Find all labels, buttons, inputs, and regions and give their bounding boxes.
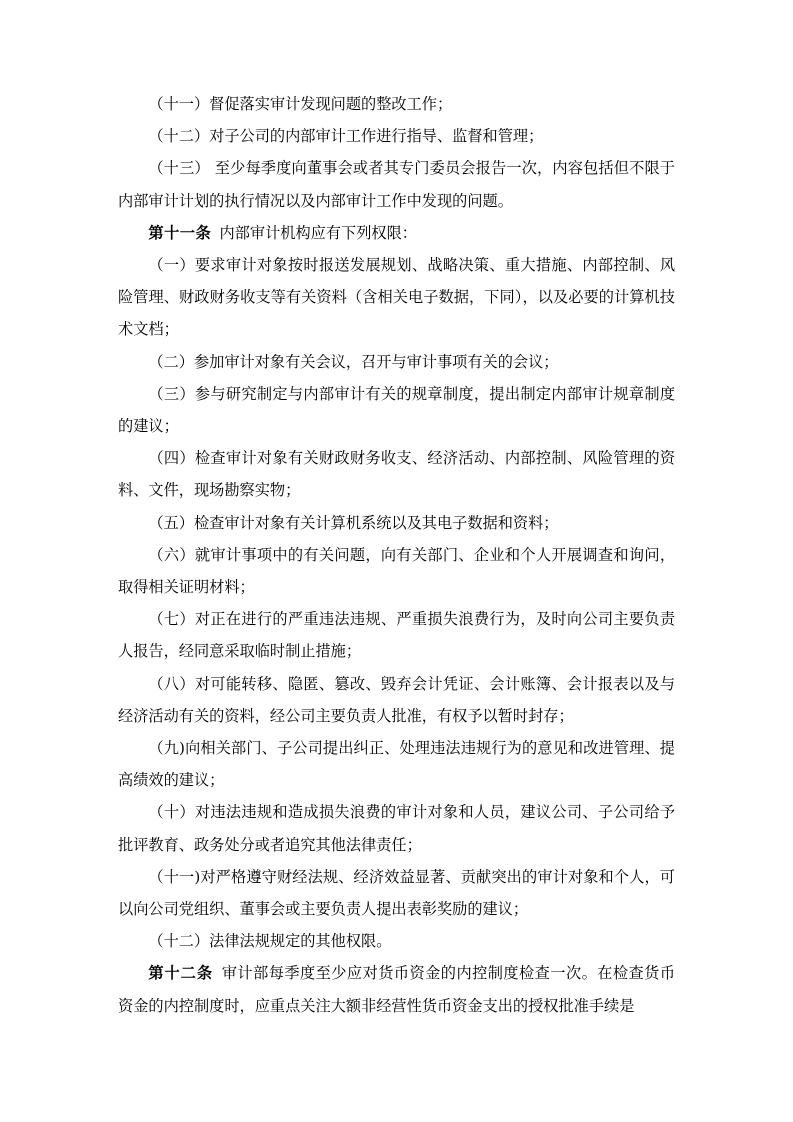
paragraph-item-12: （十二）对子公司的内部审计工作进行指导、监督和管理； [148, 127, 544, 146]
paragraph-11-3: （三）参与研究制定与内部审计有关的规章制度，提出制定内部审计规章制度的建议； [118, 384, 675, 436]
paragraph-11-1: （一）要求审计对象按时报送发展规划、战略决策、重大措施、内部控制、风险管理、财政财务收支等有关资料（含相关电子数据，下同），以及必要的计算机技术文档； [118, 256, 675, 339]
paragraph-item-11: （十一）督促落实审计发现问题的整改工作； [148, 95, 453, 113]
article-twelve-text: 审计部每季度至少应对货币资金的内控制度检查一次。在检查货币资金的内控制度时，应重点关注大额非经营性货币资金支出的授权批准手续是 [118, 964, 676, 1015]
article-eleven-label: 第十一条 [148, 223, 212, 242]
paragraph-11-5: （五）检查审计对象有关计算机系统以及其电子数据和资料； [148, 513, 559, 532]
paragraph-11-11: （十一)对严格遵守财经法规、经济效益显著、贡献突出的审计对象和个人，可以向公司党组织、董事会或主要负责人提出表彰奖励的建议； [118, 867, 675, 919]
paragraph-11-6: （六）就审计事项中的有关问题，向有关部门、企业和个人开展调查和询问，取得相关证明材料； [118, 545, 675, 597]
article-eleven [118, 217, 675, 249]
paragraph-11-8: （八）对可能转移、隐匿、篡改、毁弃会计凭证、会计账簿、会计报表以及与经济活动有关的资料，经公司主要负责人批准，有权予以暂时封存； [118, 674, 675, 725]
paragraph-11-7: （七）对正在进行的严重违法违规、严重损失浪费行为，及时向公司主要负责人报告，经同意采取临时制止措施； [118, 610, 675, 661]
paragraph-11-10: （十）对违法违规和造成损失浪费的审计对象和人员，建议公司、子公司给予批评教育、政务处分或者追究其他法律责任； [118, 803, 675, 854]
paragraph-11-4: （四）检查审计对象有关财政财务收支、经济活动、内部控制、风险管理的资料、文件，现场勘察实物； [118, 449, 675, 500]
paragraph-11-9: （九)向相关部门、子公司提出纠正、处理违法违规行为的意见和改进管理、提高绩效的建议； [118, 739, 675, 790]
paragraph-11-12: （十二）法律法规规定的其他权限。 [148, 932, 392, 951]
article-eleven-text: 内部审计机构应有下列权限： [219, 223, 417, 242]
document-body [118, 88, 675, 1022]
article-twelve-label: 第十二条 [148, 964, 213, 983]
article-twelve [118, 957, 675, 1021]
paragraph-item-13: （十三） 至少每季度向董事会或者其专门委员会报告一次，内容包括但不限于内部审计计划的执行情况以及内部审计工作中发现的问题。 [118, 159, 675, 210]
paragraph-11-2: （二）参加审计对象有关会议，召开与审计事项有关的会议； [148, 352, 559, 371]
